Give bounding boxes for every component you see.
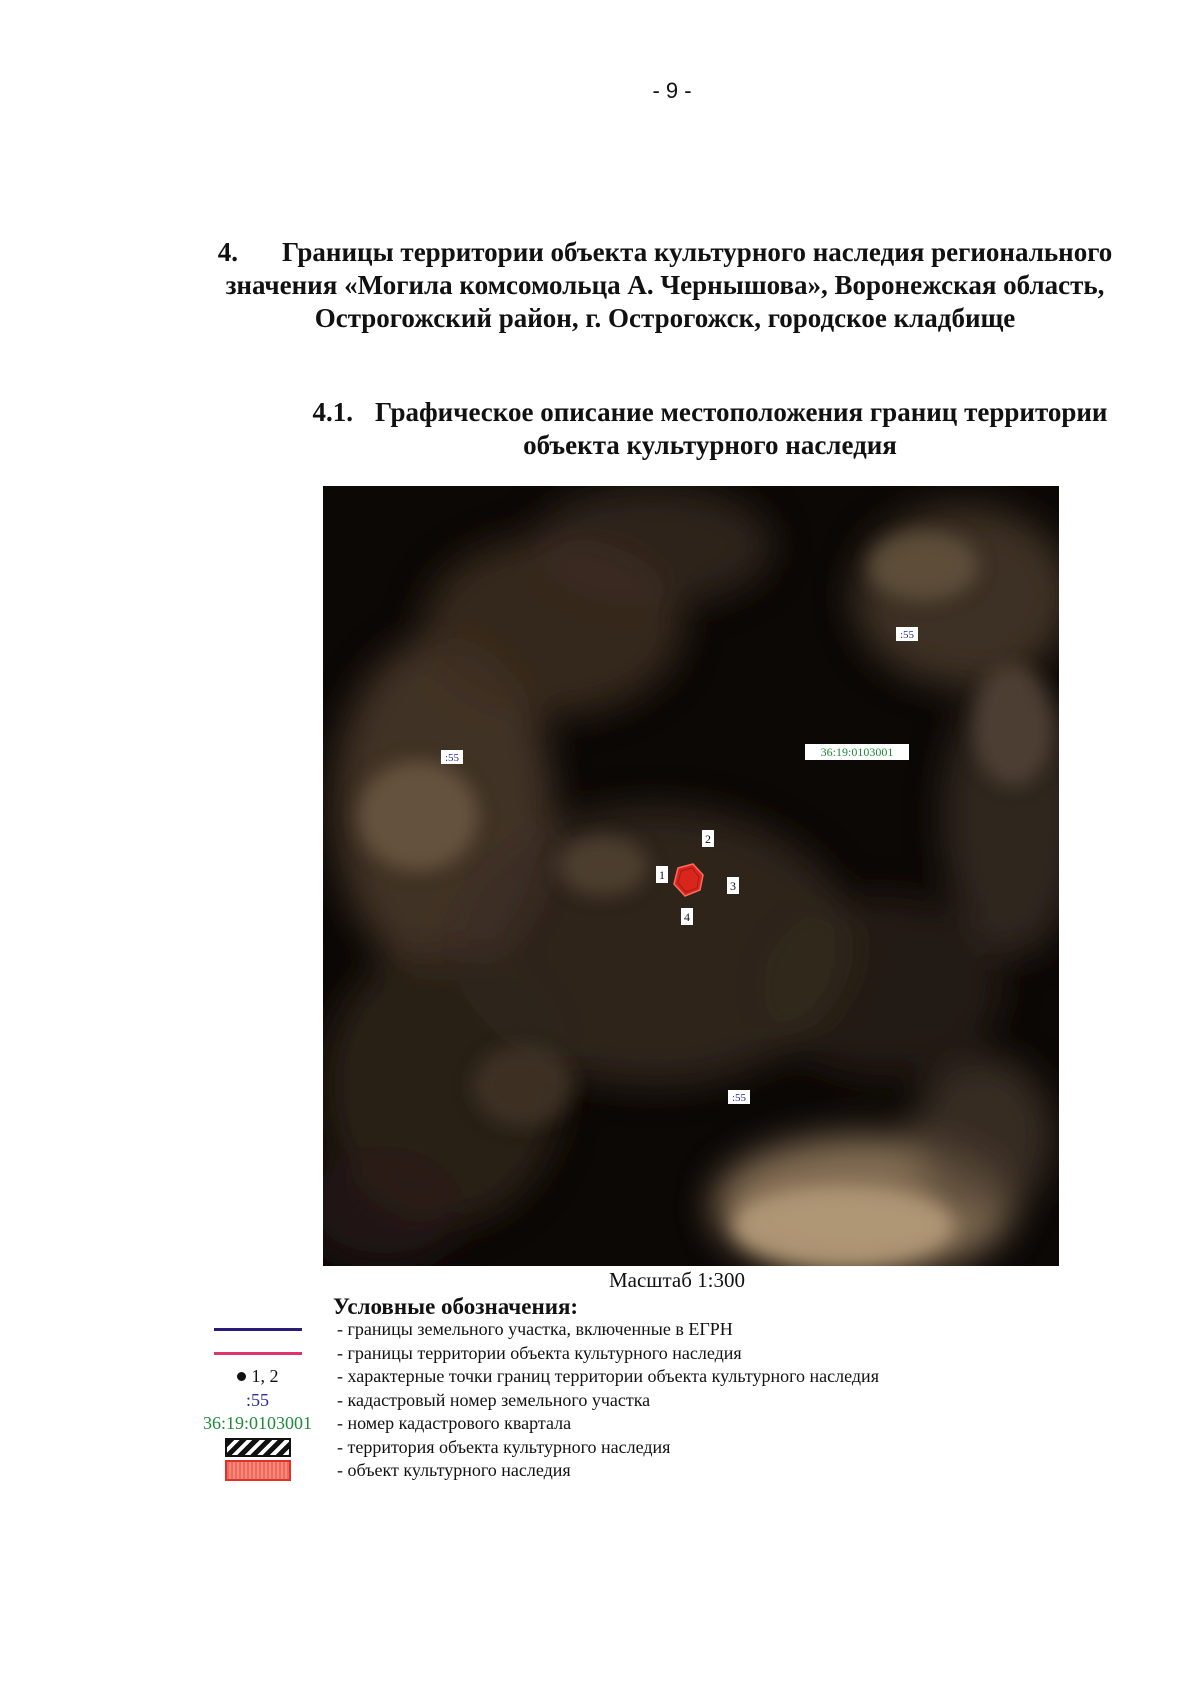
map-canvas [323, 486, 1059, 1266]
legend-hatch-icon [180, 1436, 335, 1459]
subsection-heading [270, 396, 1150, 462]
legend-line-icon [180, 1342, 335, 1365]
legend-symbol-label: 1, 2 [251, 1366, 279, 1386]
legend-parcel-symbol [180, 1389, 335, 1412]
legend-row-parcel-number [180, 1389, 1080, 1413]
legend-title: Условные обозначения: [333, 1294, 579, 1319]
legend-text: - номер кадастрового квартала [337, 1413, 572, 1433]
section-title: Границы территории объекта культурного наследия регионального значения «Могила комсомольца А. Чернышова», Воронежская область, Острогожский район, г. Острогожск, городское кладбище [225, 237, 1113, 333]
parcel-label-2 [441, 750, 463, 764]
page-number: - 9 - [652, 78, 692, 103]
legend-quarter-symbol [180, 1412, 335, 1435]
svg-text:3: 3 [730, 879, 736, 893]
parcel-label-3 [728, 1090, 750, 1104]
legend-line-icon [180, 1318, 335, 1341]
boundary-point-4 [681, 908, 693, 925]
svg-text::55: :55 [899, 629, 915, 641]
legend-row-object [180, 1459, 1080, 1483]
legend-symbol-label: :55 [245, 1389, 269, 1410]
section-heading [200, 236, 1130, 335]
legend-row-points [180, 1365, 1080, 1389]
satellite-map [323, 486, 1059, 1266]
parcel-label-1 [896, 627, 918, 641]
legend-fill-icon [180, 1459, 335, 1482]
quarter-label [805, 744, 909, 760]
legend-text: - границы земельного участка, включенные в ЕГРН [337, 1319, 733, 1339]
legend-row-heritage-boundary [180, 1342, 1080, 1366]
legend-text: - территория объекта культурного наследия [337, 1436, 671, 1457]
map-scale: Масштаб 1:300 [608, 1268, 745, 1292]
legend-text: - характерные точки границ территории объекта культурного наследия [337, 1366, 879, 1386]
svg-text::55: :55 [731, 1092, 747, 1104]
legend [180, 1318, 1080, 1483]
boundary-point-1 [656, 866, 668, 883]
section-number: 4. [217, 237, 238, 267]
legend-text: - кадастровый номер земельного участка [337, 1389, 651, 1410]
svg-text:1: 1 [659, 868, 665, 882]
point-dot-icon [237, 1372, 246, 1381]
svg-text::55: :55 [444, 752, 460, 764]
legend-row-territory [180, 1436, 1080, 1460]
boundary-point-3 [727, 877, 739, 894]
legend-row-egrn-boundary [180, 1318, 1080, 1342]
svg-text:2: 2 [705, 832, 711, 846]
legend-symbol-label: 36:19:0103001 [202, 1413, 312, 1433]
legend-text: - объект культурного наследия [337, 1460, 571, 1480]
legend-point-symbol [180, 1365, 335, 1388]
subsection-number: 4.1. [312, 397, 353, 427]
boundary-point-2 [702, 830, 714, 847]
legend-text: - границы территории объекта культурного наследия [337, 1342, 742, 1363]
svg-text:4: 4 [684, 910, 690, 924]
subsection-title: Графическое описание местоположения границ территории объекта культурного наследия [375, 397, 1108, 460]
legend-row-quarter-number [180, 1412, 1080, 1436]
svg-text:36:19:0103001: 36:19:0103001 [820, 745, 894, 759]
